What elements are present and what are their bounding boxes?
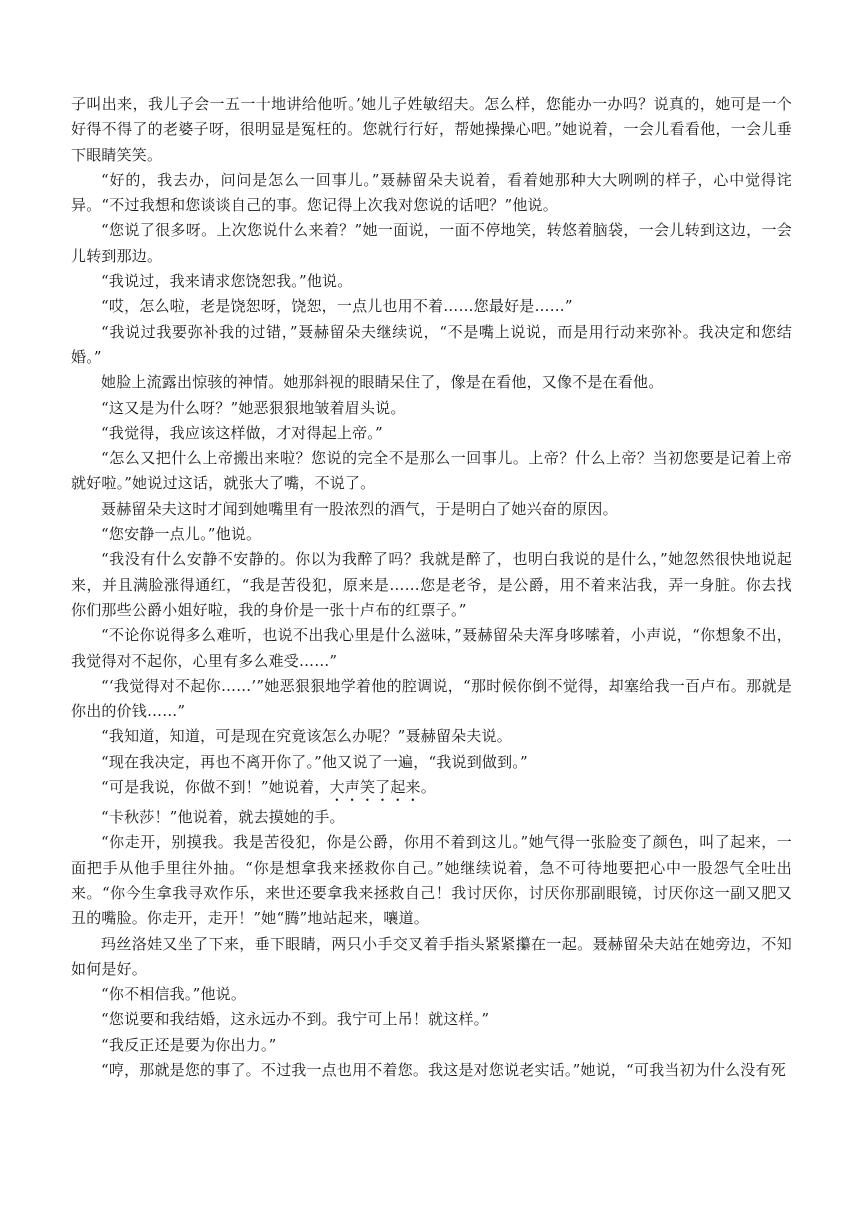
paragraph-25: “哼，那就是您的事了。不过我一点也用不着您。我这是对您说老实话。”她说，“可我当初为什么没有死 (101, 1060, 786, 1079)
paragraph-14: “不论你说得多么难听，也说不出我心里是什么滋味，”聂赫留朵夫浑身哆嗦着，小声说，“你想象不出，我觉得对不起你，心里有多么难受……” (71, 626, 792, 670)
paragraph-6: “我说过我要弥补我的过错，”聂赫留朵夫继续说，“不是嘴上说说，而是用行动来弥补。我决定和您结婚。” (71, 322, 792, 366)
paragraph-11: 聂赫留朵夫这时才闻到她嘴里有一股浓烈的酒气，于是明白了她兴奋的原因。 (101, 499, 618, 518)
paragraph-3: “您说了很多呀。上次您说什么来着？”她一面说，一面不停地笑，转悠着脑袋，一会儿转到这边，一会儿转到那边。 (71, 221, 792, 265)
paragraph-1: 子叫出来，我儿子会一五一十地讲给他听。’她儿子姓敏绍夫。怎么样，您能办一办吗？说真的，她可是一个好得不得了的老婆子呀，很明显是冤枉的。您就行行好，帮她操操心吧。”她说着，一会儿看看他，一会儿垂下眼睛笑笑。 (71, 95, 792, 164)
paragraph-22: “你不相信我。”他说。 (101, 985, 247, 1004)
paragraph-10: “怎么又把什么上帝搬出来啦？您说的完全不是那么一回事儿。上帝？什么上帝？当初您要是记着上帝就好啦。”她说过这话，就张大了嘴，不说了。 (71, 449, 792, 493)
emphasized-fragment: 大声笑了起来。 (329, 778, 436, 797)
paragraph-15: “‘我觉得对不起你……’”她恶狠狠地学着他的腔调说，“那时候你倒不觉得，却塞给我一百卢布。那就是你出的价钱……” (71, 676, 792, 721)
paragraph-18-text: “可是我说，你做不到！”她说着， (101, 778, 330, 797)
paragraph-8: “这又是为什么呀？”她恶狠狠地皱着眉头说。 (101, 398, 406, 417)
paragraph-18 (71, 775, 792, 805)
paragraph-23: “您说要和我结婚，这永远办不到。我宁可上吊！就这样。” (101, 1010, 490, 1029)
paragraph-17: “现在我决定，再也不离开你了。”他又说了一遍，“我说到做到。” (101, 752, 528, 771)
paragraph-4: “我说过，我来请求您饶恕我。”他说。 (101, 272, 353, 291)
paragraph-2: “好的，我去办，问问是怎么一回事儿。”聂赫留朵夫说着，看着她那种大大咧咧的样子，心中觉得诧异。“不过我想和您谈谈自己的事。您记得上次我对您说的话吧？”他说。 (71, 170, 792, 215)
paragraph-5: “哎，怎么啦，老是饶恕呀，饶恕，一点儿也用不着……您最好是……” (101, 297, 573, 316)
paragraph-7: 她脸上流露出惊骇的神情。她那斜视的眼睛呆住了，像是在看他，又像不是在看他。 (101, 373, 664, 392)
paragraph-21: 玛丝洛娃又坐了下来，垂下眼睛，两只小手交叉着手指头紧紧攥在一起。聂赫留朵夫站在她旁边，不知如何是好。 (71, 934, 792, 978)
paragraph-16: “我知道，知道，可是现在究竟该怎么办呢？”聂赫留朵夫说。 (101, 727, 512, 746)
paragraph-12: “您安静一点儿。”他说。 (101, 525, 262, 544)
paragraph-13: “我没有什么安静不安静的。你以为我醉了吗？我就是醉了，也明白我说的是什么，”她忽然很快地说起来，并且满脸涨得通红，“我是苦役犯，原来是……您是老爷，是公爵，用不着来沾我，弄一身脏。你去找你们那些公爵小姐好啦，我的身价是一张十卢布的红票子。” (71, 550, 792, 619)
paragraph-19: “卡秋莎！”他说着，就去摸她的手。 (101, 808, 345, 827)
paragraph-20: “你走开，别摸我。我是苦役犯，你是公爵，你用不着到这儿。”她气得一张脸变了颜色，叫了起来，一面把手从他手里往外抽。“你是想拿我来拯救你自己。”她继续说着，急不可待地要把心中一股怨气全吐出来。“你今生拿我寻欢作乐，来世还要拿我来拯救自己！我讨厌你，讨厌你那副眼镜，讨厌你这一副又肥又丑的嘴脸。你走开，走开！”她“腾”地站起来，嚷道。 (71, 833, 792, 928)
paragraph-9: “我觉得，我应该这样做，才对得起上帝。” (101, 423, 383, 442)
paragraph-24: “我反正还是要为你出力。” (101, 1035, 277, 1054)
document-page (71, 92, 792, 1083)
